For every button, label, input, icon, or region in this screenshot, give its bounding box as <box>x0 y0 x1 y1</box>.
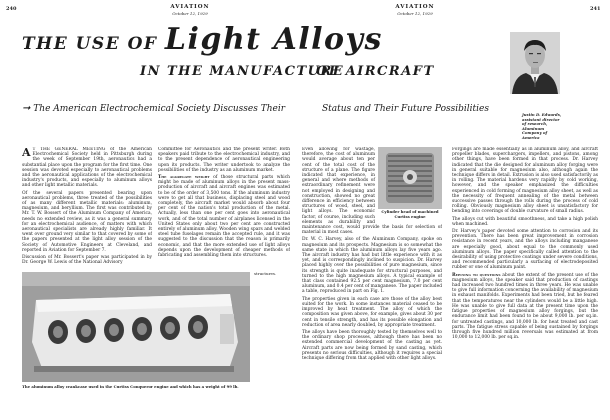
headline-continuation-1: IN THE MANUFACTURE <box>140 64 345 79</box>
text-column-2 <box>158 147 290 267</box>
drop-cap: A <box>22 147 31 159</box>
left-running-date: October 12, 1929 <box>172 11 208 16</box>
right-running-date: October 12, 1929 <box>397 11 433 16</box>
text-column-3 <box>302 147 442 412</box>
paragraph-text: T THE GENERAL MEETING of the American Electrochemical Society held in Pittsburgh during the week of September 19th, aeronautics had a substantial place upon the program for the first time. One session was devoted especially to aeronautical problems and the aeronautical applications of the electrochemical industry's products, and especially to aluminum alloys and other light metallic materials. <box>22 147 152 189</box>
left-page-number: 240 <box>6 6 17 12</box>
paragraph <box>22 147 152 189</box>
text-column-2-continued <box>254 272 296 402</box>
paragraph: Even allowing for wastage, therefore, the cost of aluminum would average about ten per cent of the total cost of the structure of a plane. The figure indicated that experience, in general and where methods of extraordinary refinement were not employed in designing and construction, showed no great difference in efficiency between structures of wood, steel, and light alloys. The economic factor, of course, including such elements as durability and maintenance cost, would provide the basis for selection of material in most cases. <box>302 147 442 236</box>
paragraph: The alloys have been thoroughly tested by themselves well to the ordinary shop processes, although there has been no extended commercial development of the casting as yet. Aircraft parts are now being formed by sand casting, which presents no serious difficulties, although it requires a special technique differing from that applied with other light alloys. <box>302 329 442 361</box>
portrait-figure-icon <box>510 32 560 94</box>
subtitle-right: Status and Their Future Possibilities <box>322 104 489 114</box>
cylinder-caption: Cylinder head of machined Curtiss engine <box>381 209 439 219</box>
crankcase-caption: The aluminum alloy crankcase used in the Curtiss Conqueror engine and which has a weight of 99 lb. <box>22 384 239 389</box>
left-running-head: AVIATION <box>170 4 210 10</box>
paragraph <box>452 273 598 341</box>
paragraph-text: of those structural parts which might be made of aluminum alloys in the present mass-production of aircraft and aircraft engines was estimated to be of the order of 3,500 tons. If the aluminum industry were to get all that business, displacing steel and wood completely, the aircraft market would absorb about four per cent of the nation's total production of the metal. Actually, less than one per cent goes into aeronautical work, and of the total number of airplanes licensed in the United States only about two per cent are constructed entirely of aluminum alloy. Wooden wing spars and welded steel tube fuselages remain the accepted rule, and it was suggested to the discussion that the reason is primarily economic, and that the more extended use of light alloys depends upon the development of cheaper methods of fabricating and assembling them into structures. <box>158 175 290 259</box>
subtitle-left-line <box>22 103 285 114</box>
paragraph-text: about the extent of the present use of the magnesium alloys, the speaker said that production of castings had increased two hundred times in three years. He was unable to give full information concerning the availability of magnesium in exhaust manifolds. Experiments had been tried, but he feared that the temperatures near the cylinders would be a little high. He was unable to give full data at the present time upon the fatigue properties of magnesium alloy forgings, but the endurance limit had been found to be about 9,000 lb. per sq.in. for untreated castings, and 10,000 lb. for heat treated and cast parts. The fatigue stress capable of being sustained by forgings through five hundred million reversals was estimated at from 10,000 to 12,000 lb. per sq.in. <box>452 272 598 341</box>
run-in-lead: Replying to questions <box>452 272 501 278</box>
cylinder-figure <box>378 147 442 219</box>
cylinder-photo <box>378 147 442 209</box>
paragraph: The properties given in each case are those of the alloy best suited for the work. In some instances material ceased to be improved by heat treatment. The alloy of which the composition was given above, for example, gives about 30 per cent in tensile strength, and has its possible elongation and reduction of area nearly doubled, by appropriate treatment. <box>302 296 442 328</box>
paragraph: Of the several papers presented bearing upon aeronautical problems, three treated of the possibilities of as many different metallic materials: aluminum, magnesium, and beryllium. The first was contributed by Mr. T. W. Bossert of the Aluminum Company of America, needs no extended review, as it was a general summary for an electrochemical audience, of matters with which aeronautical specialists are already highly familiar. It went over ground very similar to that covered by some of the papers presented at the light alloy session of the Society of Automotive Engineers at Cleveland, and reported in Aviation for September 7. <box>22 190 152 253</box>
crankcase-photo <box>22 272 250 382</box>
run-in-lead: The aggregate weight <box>158 175 210 181</box>
text-column-4 <box>452 147 598 412</box>
headline-line-1 <box>22 22 383 57</box>
paragraph: structures. <box>254 272 277 276</box>
right-page-number: 241 <box>590 6 601 12</box>
subtitle-left: The American Electrochemical Society Discusses Their <box>33 104 286 114</box>
right-running-head: AVIATION <box>395 4 435 10</box>
headline-continuation-2: OF AIRCRAFT <box>316 64 435 79</box>
paragraph: Committee for Aeronautics and the present writer. Both speakers paid tribute to the electrochemical industry, and to the present dependence of aeronautical engineering upon its products. The writer undertook to analyze the possibilities of the industry as an aluminum market. <box>158 147 290 173</box>
portrait-bio: Justin D. Edwards, assistant director of research, Aluminum Company of America <box>522 112 562 140</box>
headline-prefix: THE USE OF <box>22 34 158 54</box>
arrow-right-icon: ➞ <box>22 103 31 114</box>
paragraph <box>158 175 290 258</box>
cylinder-head-icon <box>378 147 442 209</box>
paragraph: Dr. Harvey's paper devoted some attention to corrosion and its prevention. There has been great improvement in corrosion resistance in recent years, and the alloys including manganese are especially good, about equal to the commonly used aluminum alloys. The paper specifically called attention to the desirability of using protective coatings under severe conditions, and recommended particularly a surfacing of electrodeposited rubber or one of aluminum paint. <box>452 229 598 271</box>
paragraph: Discussion of Mr. Bossert's paper was participated in by Dr. George W. Lewis of the National Advisory <box>22 255 152 266</box>
paragraph: Dr. W. C. Harvey, also of the Aluminum Company, spoke on magnesium and its prospects. Magnesium is so somewhat the same state in which the aluminum alloys lay five years ago. The aircraft industry has had but little experience with it as yet, and is correspondingly inclined to suspicion. Dr. Harvey placed highly over the possibilities of pure magnesium, since its strength is quite inadequate for structural purposes, and turned to the high magnesium alloys. A typical example of that class contained 92.5 per cent magnesium, 7.0 per cent aluminum, and 0.4 per cent of manganese. The paper included a table, reproduced in part on Fig. 1. <box>302 237 442 295</box>
paragraph: The alloys cut with beautiful smoothness, and take a high polish when machined. <box>452 216 598 227</box>
crankcase-icon <box>22 272 250 382</box>
paragraph: Forgings are made essentially as in aluminum alloy, and aircraft propeller blades, superchargers, impellers, and pistons, among other things, have been formed in that process. Dr. Harvey indicated that the die designed for aluminum alloy forging were in general suitable for magnesium also, although again the technique differs in detail. Extrusion is also used satisfactorily as in rolling. The material hardens very rapidly by cold working, however, and the speaker emphasized the difficulties experienced in cold forming of magnesium alloy sheet, as well as the necessity of frequent annealing of the metal between successive passes through the rolls during the process of cold rolling. Obviously magnesium alloy sheet is unsatisfactory for bending into coverings of double curvature of small radius. <box>452 147 598 215</box>
portrait-photo <box>510 32 560 94</box>
headline-emphasis: Light Alloys <box>164 22 383 57</box>
